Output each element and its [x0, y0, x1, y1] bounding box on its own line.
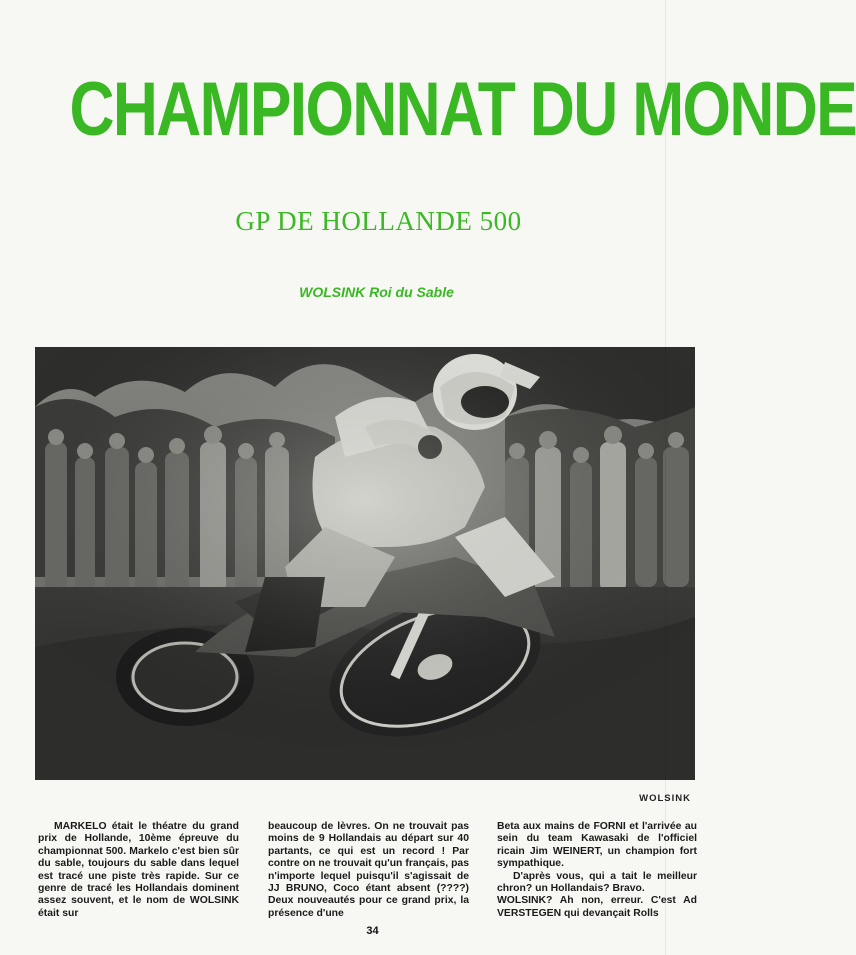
headline: CHAMPIONNAT DU MONDE	[69, 67, 856, 152]
motocross-photo	[35, 347, 695, 780]
article-column-3	[497, 821, 697, 920]
article-column-2	[268, 821, 469, 920]
photo-caption: WOLSINK	[639, 793, 691, 804]
page-fold-line	[665, 0, 666, 955]
kicker: WOLSINK Roi du Sable	[299, 284, 454, 300]
paragraph: MARKELO était le théatre du grand prix de Hollande, 10ème épreuve du championnat 500. Markelo c'est bien sûr du sable, toujours du sable dans lequel est tracé une piste très rapide. Sur ce genre de tracé les Hollandais dominent assez souvent, et le nom de WOLSINK était sur	[38, 821, 239, 919]
paragraph: Beta aux mains de FORNI et l'arrivée au sein du team Kawasaki de l'officiel ricain Jim WEINERT, un champion fort sympathique.	[497, 821, 697, 870]
motocross-rider-icon	[35, 347, 695, 780]
paragraph: D'après vous, qui a tait le meilleur chron? un Hollandais? Bravo.	[497, 870, 697, 895]
subtitle: GP DE HOLLANDE 500	[235, 206, 522, 236]
page-number: 34	[366, 925, 379, 937]
article-column-1	[38, 821, 239, 920]
paragraph: WOLSINK? Ah non, erreur. C'est Ad VERSTEGEN qui devançait Rolls	[497, 895, 697, 919]
paragraph: beaucoup de lèvres. On ne trouvait pas moins de 9 Hollandais au départ sur 40 partants, ce qui est un record ! Par contre on ne trouvait qu'un français, pas n'importe lequel puisqu'il s'agissait de JJ BRUNO, Coco étant absent (????) Deux nouveautés pour ce grand prix, la présence d'une	[268, 821, 469, 919]
